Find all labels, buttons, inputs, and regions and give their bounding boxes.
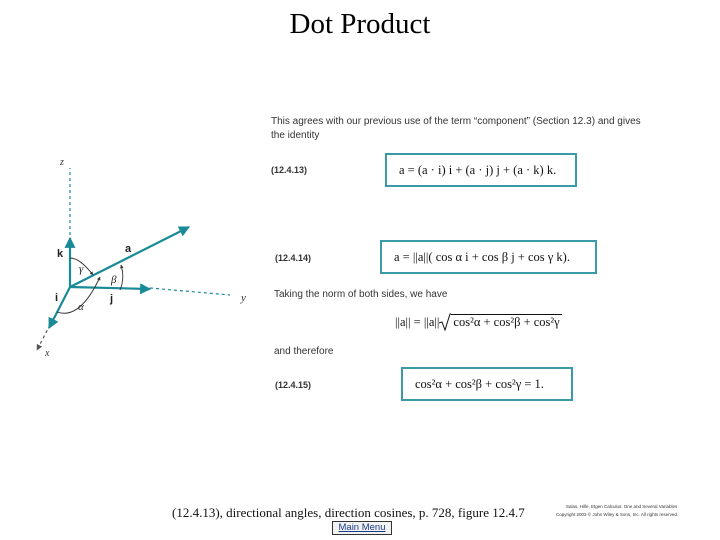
intro-line-1: This agrees with our previous use of the term “component” (Section 12.3) and gives: [271, 116, 641, 127]
norm-eq-left: ||a|| = ||a||: [395, 315, 440, 329]
norm-equation: [395, 313, 562, 331]
norm-text: Taking the norm of both sides, we have: [274, 289, 448, 300]
a-label: a: [125, 243, 132, 255]
slide-title: Dot Product: [289, 8, 431, 40]
a-vector: [70, 227, 189, 287]
main-menu-button[interactable]: Main Menu: [332, 521, 392, 535]
y-axis-line: [150, 288, 230, 295]
beta-label: β: [111, 274, 117, 286]
intro-paragraph: [271, 115, 641, 143]
figure-caption: (12.4.13), directional angles, direction cosines, p. 728, figure 12.4.7: [172, 505, 525, 520]
credit-line-2: Copyright 2003 © John Wiley & Sons, Inc. All rights reserved.: [556, 512, 679, 517]
j-label: j: [110, 293, 114, 305]
eq2-box: [380, 240, 597, 274]
eq1-box: [385, 153, 577, 187]
therefore-text: and therefore: [274, 346, 334, 357]
i-label: i: [55, 292, 59, 304]
eq3-label: (12.4.15): [275, 380, 312, 390]
credit-line-1: Salas, Hille, Etgen Calculus: One and Several Variables: [566, 504, 678, 509]
y-axis-label: y: [241, 292, 246, 304]
sqrt-sign: [439, 313, 451, 331]
eq1-text: a = (a · i) i + (a · j) j + (a · k) k.: [399, 162, 557, 177]
alpha-label: α: [78, 301, 84, 313]
i-vector: [49, 287, 70, 328]
eq2-text: a = ||a||( cos α i + cos β j + cos γ k).: [394, 249, 570, 264]
x-axis-line: [37, 325, 50, 350]
norm-eq-radicand: cos²α + cos²β + cos²γ: [453, 315, 560, 329]
copyright-credits: [556, 503, 716, 519]
z-axis-label: z: [60, 157, 64, 168]
x-axis-label: x: [45, 348, 50, 359]
eq3-box: [401, 367, 573, 401]
k-label: k: [57, 248, 64, 260]
direction-angles-figure: [25, 150, 265, 365]
beta-arc: [120, 265, 123, 290]
eq3-text: cos²α + cos²β + cos²γ = 1.: [415, 376, 544, 391]
eq1-label: (12.4.13): [271, 165, 308, 175]
eq2-label: (12.4.14): [275, 253, 312, 263]
intro-line-2: the identity: [271, 130, 320, 141]
j-vector: [70, 287, 150, 289]
gamma-label: γ: [79, 263, 84, 275]
